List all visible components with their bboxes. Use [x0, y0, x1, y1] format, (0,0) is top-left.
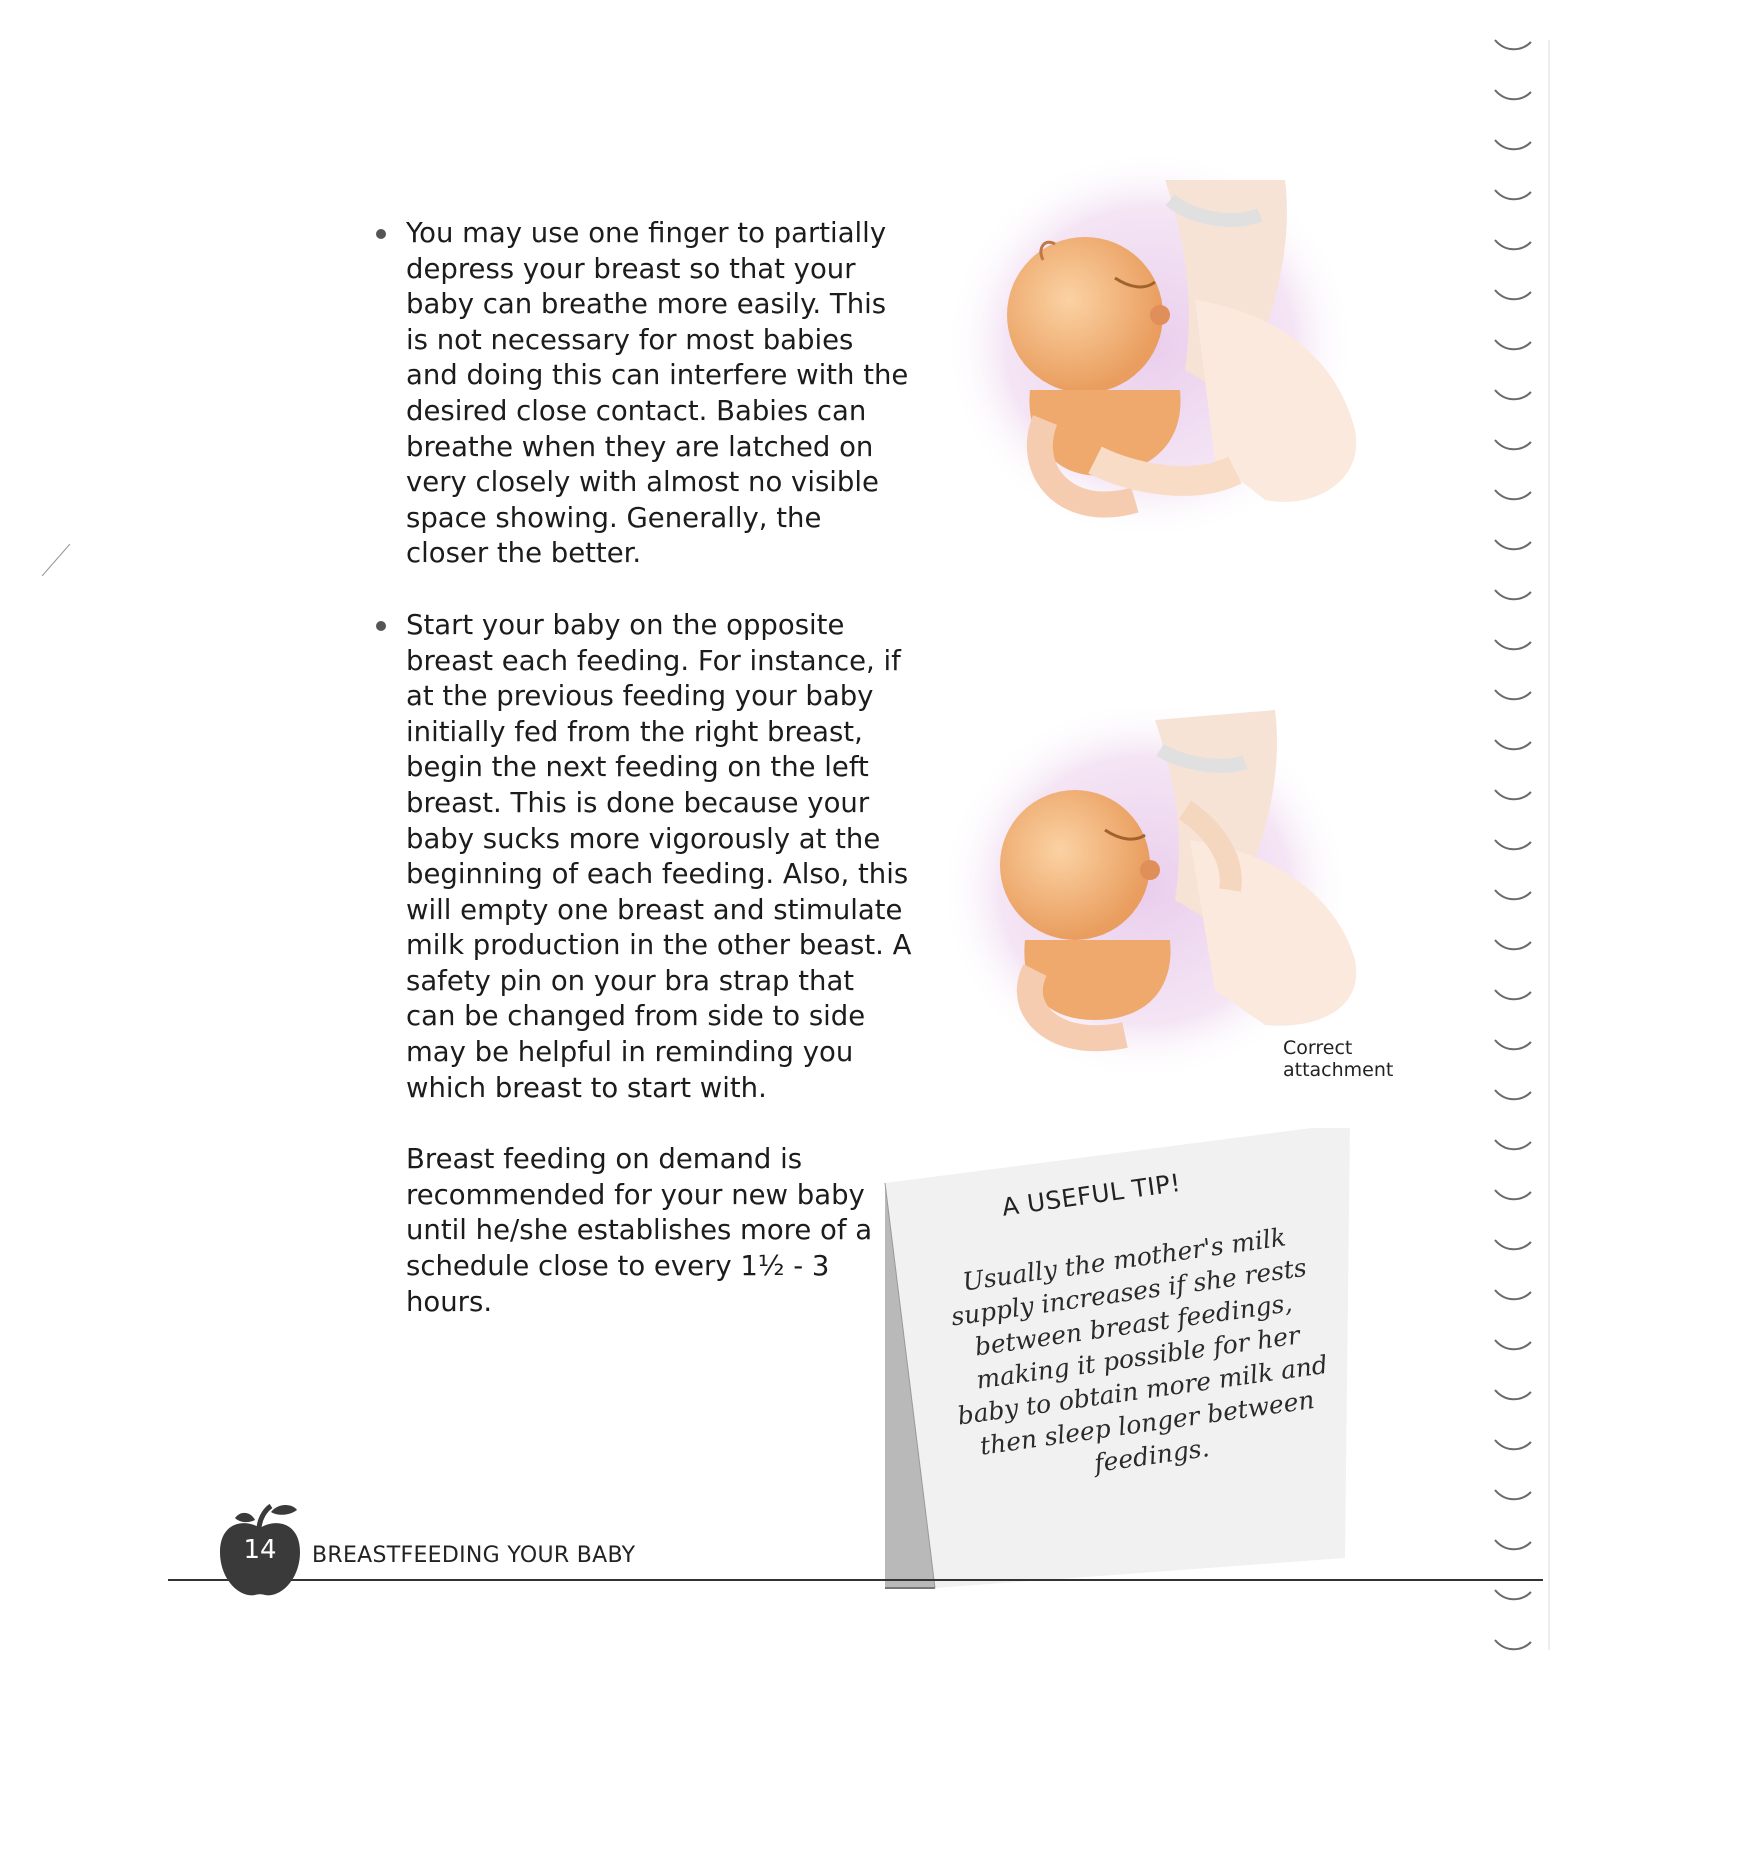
- bullet-dot: [376, 229, 386, 239]
- main-text: [372, 216, 912, 1320]
- tip-body: Usually the mother's milk supply increases if she rests between breast feedings, making it possible for her baby to obtain more milk and then sleep longer between feedings.: [949, 1222, 1330, 1478]
- bullet-item: [372, 216, 912, 572]
- bullet-item: [372, 608, 912, 1106]
- footer-rule: [168, 1579, 1543, 1581]
- bullet-text: Start your baby on the opposite breast each feeding. For instance, if at the previous feeding your baby initially fed from the right breast, begin the next feeding on the left breast. This is done because your baby sucks more vigorously at the beginning of each feeding. Also, this will empty one breast and stimulate milk production in the other beast. A safety pin on your bra strap that can be changed from side to side may be helpful in reminding you which breast to start with.: [406, 608, 912, 1104]
- bullet-dot: [376, 621, 386, 631]
- page-number: 14: [243, 1535, 277, 1565]
- breastfeeding-illustration-1: [935, 140, 1375, 590]
- footer-title: BREASTFEEDING YOUR BABY: [312, 1543, 636, 1568]
- bullet-text: You may use one finger to partially depress your breast so that your baby can breathe more easily. This is not necessary for most babies and doing this can interfere with the desired close contact. Babies can breathe when they are latched on very closely with almost no visible space showing. Generally, the closer the better.: [406, 217, 909, 570]
- illustration-caption: Correct attachment: [1283, 1037, 1394, 1081]
- spiral-binding: [1487, 0, 1567, 1660]
- scan-mark: [40, 540, 80, 580]
- tip-title: A USEFUL TIP!: [1000, 1167, 1183, 1222]
- demand-feeding-paragraph: Breast feeding on demand is recommended for your new baby until he/she establishes more of a schedule close to every 1½ - 3 hours.: [406, 1143, 873, 1318]
